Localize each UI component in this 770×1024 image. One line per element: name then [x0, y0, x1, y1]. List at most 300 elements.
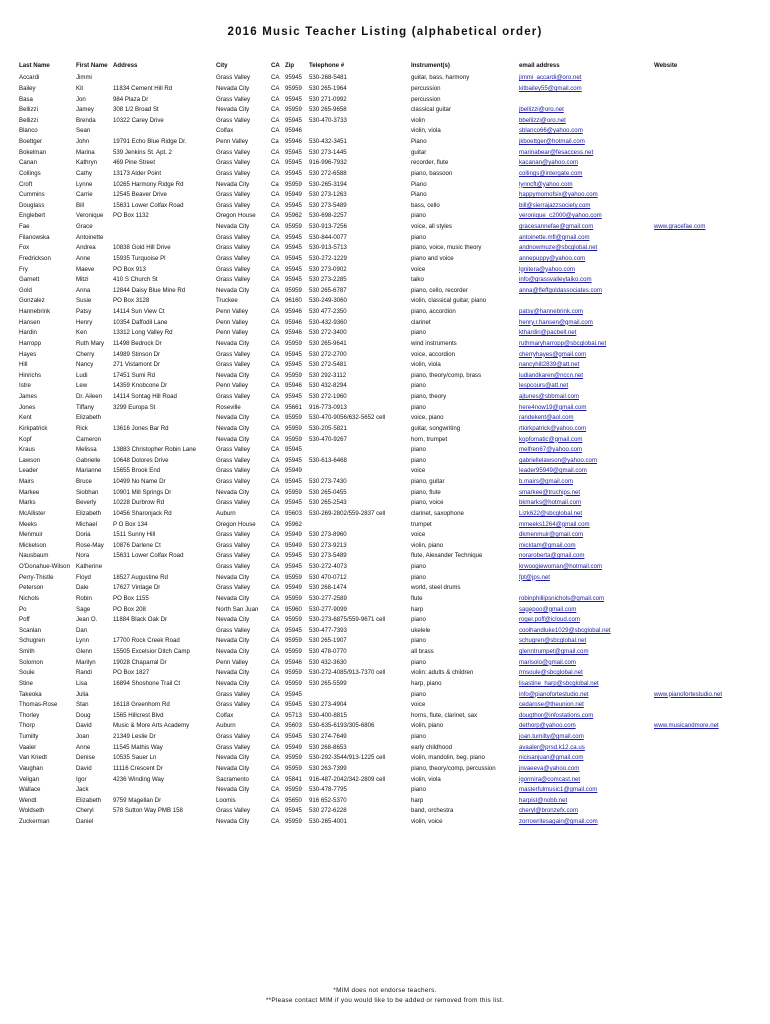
cell-instruments: piano, accordion	[411, 308, 456, 316]
cell-email[interactable]: gracesannefae@gmail.com	[519, 223, 594, 231]
cell-address: 15631 Lower Colfax Road	[113, 201, 184, 209]
cell-email[interactable]: here4now19@gmail.com	[519, 403, 587, 411]
cell-last-name: Hayes	[19, 350, 37, 358]
cell-zip: 95959	[285, 679, 302, 687]
cell-email[interactable]: joan.tumilty@gmail.com	[519, 733, 584, 741]
cell-email[interactable]: krwoogiewoman@hotmail.com	[519, 563, 603, 571]
cell-email[interactable]: dethorp@yahoo.com	[519, 722, 576, 730]
cell-instruments: voice	[411, 701, 426, 709]
cell-zip: 95945	[285, 361, 302, 369]
cell-state: CA	[271, 563, 280, 571]
table-row	[18, 530, 733, 541]
cell-instruments: horns, flute, clarinet, sax	[411, 711, 478, 719]
cell-email[interactable]: rmsoule@sbcglobal.net	[519, 669, 583, 677]
cell-email[interactable]: sagepoo@gmail.com	[519, 605, 577, 613]
cell-email[interactable]: patsy@hannebrink.com	[519, 308, 584, 316]
table-row	[18, 328, 733, 339]
cell-state: CA	[271, 106, 280, 114]
cell-state: CA	[271, 414, 280, 422]
cell-city: Grass Valley	[216, 456, 251, 464]
cell-zip: 95949	[285, 531, 302, 539]
cell-email[interactable]: lynncft@yahoo.com	[519, 180, 573, 188]
cell-zip: 95945	[285, 563, 302, 571]
cell-instruments: clarinet, saxophone	[411, 509, 464, 517]
cell-city: Auburn	[216, 722, 236, 730]
cell-website	[653, 424, 733, 435]
cell-email[interactable]: glenntrumpet@gmail.com	[519, 648, 589, 656]
cell-telephone	[308, 466, 410, 477]
cell-state: CA	[271, 690, 280, 698]
cell-email[interactable]: jbellizzi@oro.net	[519, 106, 564, 114]
cell-state: CA	[271, 169, 280, 177]
cell-email[interactable]: zorrowritesagain@gmail.com	[519, 818, 598, 826]
cell-email[interactable]: jnvaeeva@yahoo.com	[519, 764, 580, 772]
cell-telephone: 530-477-7393	[309, 626, 347, 634]
cell-email[interactable]: kitbailey55@gmail.com	[519, 84, 582, 92]
cell-zip: 95713	[285, 711, 302, 719]
cell-telephone	[308, 689, 410, 700]
cell-zip: 95945	[285, 478, 302, 486]
cell-zip: 95945	[285, 276, 302, 284]
cell-email[interactable]: randekent@aol.com	[519, 414, 574, 422]
cell-last-name: Kraus	[19, 446, 35, 454]
cell-website	[653, 147, 733, 158]
cell-website[interactable]: www.musicandmore.net	[654, 722, 719, 730]
col-state: CA	[271, 62, 280, 69]
cell-first-name: Kathryn	[76, 159, 98, 167]
cell-city: Grass Valley	[216, 552, 251, 560]
cell-email[interactable]: Lizk622@sbcglobal.net	[519, 509, 583, 517]
cell-email[interactable]: melfren67@yahoo.com	[519, 446, 583, 454]
cell-last-name: Zuckerman	[19, 818, 50, 826]
cell-website	[653, 371, 733, 382]
cell-email[interactable]: masterfulmusic1@gmail.com	[519, 786, 598, 794]
cell-address: 10876 Darlene Ct	[113, 541, 161, 549]
cell-last-name: Vaaler	[19, 743, 37, 751]
cell-email[interactable]: henry.r.hansen@gmail.com	[519, 318, 593, 326]
cell-email[interactable]: kopfomatic@gmail.com	[519, 435, 583, 443]
cell-first-name: Marina	[76, 148, 95, 156]
cell-website	[653, 764, 733, 775]
cell-last-name: Boettger	[19, 138, 43, 146]
cell-last-name: Wendt	[19, 796, 37, 804]
cell-email[interactable]: andnowmuze@sbcglobal.net	[519, 244, 598, 252]
cell-email[interactable]: harpist@nobb.net	[519, 796, 568, 804]
cell-website	[653, 73, 733, 84]
cell-instruments: piano, voice, music theory	[411, 244, 482, 252]
cell-email[interactable]: rtkirkpatrick@yahoo.com	[519, 424, 587, 432]
cell-email[interactable]: bkmarks@hotmail.com	[519, 499, 582, 507]
cell-first-name: Beverly	[76, 499, 97, 507]
cell-city: Grass Valley	[216, 499, 251, 507]
cell-first-name: Rick	[76, 424, 88, 432]
cell-telephone: 530-265-3194	[309, 180, 347, 188]
cell-telephone: 530-272-4085/913-7370 cell	[309, 669, 386, 677]
cell-telephone: 530 274-7649	[309, 733, 347, 741]
cell-address: 13883 Christopher Robin Lane	[113, 446, 197, 454]
cell-first-name: Andrea	[76, 244, 96, 252]
cell-address: 10648 Dolores Drive	[113, 456, 169, 464]
cell-state: Ca	[271, 180, 279, 188]
cell-first-name: Floyd	[76, 573, 91, 581]
cell-website	[653, 445, 733, 456]
cell-state: CA	[271, 573, 280, 581]
cell-telephone: 916-773-0913	[309, 403, 347, 411]
cell-email[interactable]: leader95949@gmail.com	[519, 467, 587, 475]
cell-website[interactable]: www.gracefae.com	[654, 223, 706, 231]
cell-telephone: 530 272-6228	[309, 807, 347, 815]
table-row	[18, 806, 733, 817]
cell-email[interactable]: robinphillipsnichols@gmail.com	[519, 594, 605, 602]
cell-website	[653, 392, 733, 403]
cell-telephone: 530-268-5481	[309, 74, 347, 82]
cell-city: Nevada City	[216, 637, 250, 645]
cell-email[interactable]: cheryl@bronzefx.com	[519, 807, 579, 815]
cell-email[interactable]: antoinette.mfl@gmail.com	[519, 233, 590, 241]
cell-first-name: Cheryl	[76, 807, 94, 815]
cell-email[interactable]: noraroberta@gmail.com	[519, 552, 585, 560]
table-row	[18, 296, 733, 307]
table-row	[18, 519, 733, 530]
cell-first-name: David	[76, 722, 92, 730]
cell-telephone	[308, 445, 410, 456]
cell-telephone: 530 432-8294	[309, 382, 347, 390]
cell-city: Nevada City	[216, 616, 250, 624]
cell-state: CA	[271, 594, 280, 602]
cell-email[interactable]: smarkee@truchips.net	[519, 488, 581, 496]
cell-first-name: Kit	[76, 84, 84, 92]
table-row	[18, 339, 733, 350]
cell-last-name: Gold	[19, 286, 32, 294]
cell-email	[518, 296, 653, 307]
cell-telephone: 530 273-8960	[309, 531, 347, 539]
cell-city: Nevada City	[216, 669, 250, 677]
cell-last-name: Woldseth	[19, 807, 45, 815]
cell-instruments: taiko	[411, 276, 424, 284]
cell-first-name: Melissa	[76, 446, 97, 454]
cell-email[interactable]: cedarose@theunion.net	[519, 701, 584, 709]
cell-telephone: 530-913-5713	[309, 244, 347, 252]
cell-email[interactable]: marinabear@fesaccess.net	[519, 148, 594, 156]
cell-telephone: 916-487-2042/342-2809 cell	[309, 775, 386, 783]
cell-zip: 96160	[285, 297, 302, 305]
table-row	[18, 509, 733, 520]
cell-email[interactable]: lgnitera@yahoo.com	[519, 265, 575, 273]
cell-email[interactable]: nicisanjuan@gmail.com	[519, 754, 584, 762]
table-row	[18, 477, 733, 488]
cell-email[interactable]: info@pianofortestudio.net	[519, 690, 589, 698]
cell-state: CA	[271, 552, 280, 560]
table-row	[18, 711, 733, 722]
cell-zip: 95945	[285, 169, 302, 177]
table-row	[18, 232, 733, 243]
cell-last-name: Canan	[19, 159, 37, 167]
cell-first-name: Jon	[76, 95, 86, 103]
cell-address: PO Box 913	[113, 265, 146, 273]
cell-last-name: Bokelman	[19, 148, 47, 156]
cell-zip: 95959	[285, 669, 302, 677]
cell-email[interactable]: roger.poff@icloud.com	[519, 616, 580, 624]
cell-instruments: piano	[411, 329, 426, 337]
cell-telephone: 530 265-0455	[309, 488, 347, 496]
cell-email[interactable]: happymomofsix@yahoo.com	[519, 191, 598, 199]
cell-website	[653, 137, 733, 148]
cell-state: CA	[271, 212, 280, 220]
cell-last-name: Thorp	[19, 722, 35, 730]
cell-state: CA	[271, 478, 280, 486]
cell-email[interactable]: lespcours@att.net	[519, 382, 569, 390]
cell-last-name: Vaughan	[19, 764, 43, 772]
cell-telephone: 530-698-2257	[309, 212, 347, 220]
cell-email[interactable]: kthardin@pacbell.net	[519, 329, 577, 337]
cell-email[interactable]: cherryhayes@gmail.com	[519, 350, 587, 358]
cell-city: Nevada City	[216, 818, 250, 826]
cell-instruments: voice	[411, 265, 426, 273]
cell-instruments: piano	[411, 637, 426, 645]
cell-state: CA	[271, 807, 280, 815]
cell-email[interactable]: gabriellelawson@yahoo.com	[519, 456, 597, 464]
cell-city: Nevada City	[216, 573, 250, 581]
table-row	[18, 668, 733, 679]
cell-instruments: piano	[411, 733, 426, 741]
cell-email[interactable]: sblanco66@yahoo.com	[519, 127, 583, 135]
cell-email[interactable]: jimmi_accardi@oro.net	[519, 74, 582, 82]
cell-email[interactable]: ludiandkaren@nccn.net	[519, 371, 584, 379]
cell-first-name: Siobhan	[76, 488, 99, 496]
cell-website	[653, 711, 733, 722]
cell-zip: 95945	[285, 265, 302, 273]
table-row	[18, 371, 733, 382]
cell-instruments: early childhood	[411, 743, 452, 751]
cell-first-name: Dan	[76, 626, 88, 634]
cell-first-name: John	[76, 138, 90, 146]
cell-telephone: 530-844-0077	[309, 233, 347, 241]
cell-state: CA	[271, 499, 280, 507]
cell-email[interactable]: mmeeks1264@gmail.com	[519, 520, 590, 528]
cell-last-name: Englebert	[19, 212, 46, 220]
cell-city: Penn Valley	[216, 138, 249, 146]
table-row	[18, 615, 733, 626]
cell-address: 410 S Church St	[113, 276, 158, 284]
cell-instruments: world, steel drums	[411, 584, 461, 592]
cell-zip: 95959	[285, 339, 302, 347]
cell-telephone: 530 268-1474	[309, 584, 347, 592]
table-row	[18, 604, 733, 615]
cell-zip: 95959	[285, 180, 302, 188]
cell-city: Grass Valley	[216, 74, 251, 82]
cell-zip: 95959	[285, 414, 302, 422]
cell-first-name: Denise	[76, 754, 95, 762]
cell-instruments: voice	[411, 467, 426, 475]
cell-website	[653, 626, 733, 637]
cell-telephone: 530-249-3060	[309, 297, 347, 305]
cell-email[interactable]: schugren@sbcglobal.net	[519, 637, 587, 645]
cell-website	[653, 116, 733, 127]
cell-last-name: Garnett	[19, 276, 40, 284]
cell-website	[653, 381, 733, 392]
cell-instruments: guitar, songwriting	[411, 424, 461, 432]
cell-last-name: Lawson	[19, 456, 41, 464]
cell-first-name: Elizabeth	[76, 509, 102, 517]
cell-address: 11834 Cement Hill Rd	[113, 84, 173, 92]
cell-zip: 95945	[285, 807, 302, 815]
cell-telephone: 530-613-6468	[309, 456, 347, 464]
cell-last-name: Markee	[19, 488, 40, 496]
cell-last-name: Wallace	[19, 786, 41, 794]
cell-email[interactable]: igormira@comcast.net	[519, 775, 581, 783]
cell-zip: 95959	[285, 573, 302, 581]
cell-email[interactable]: fpt@jps.net	[519, 573, 550, 581]
cell-telephone: 530-913-7256	[309, 223, 347, 231]
cell-email[interactable]: veronique_c2000@yahoo.com	[519, 212, 602, 220]
cell-city: Grass Valley	[216, 254, 251, 262]
cell-first-name: Katherine	[76, 563, 103, 571]
cell-address	[112, 413, 215, 424]
cell-state: CA	[271, 318, 280, 326]
cell-email[interactable]: nancyhill2839@att.net	[519, 361, 580, 369]
cell-telephone: 530 272-1960	[309, 393, 347, 401]
cell-email[interactable]: jkboettger@hotmail.com	[519, 138, 585, 146]
cell-telephone: 530-432-9360	[309, 318, 347, 326]
cell-address: 11884 Black Oak Dr	[113, 616, 168, 624]
cell-first-name: Henry	[76, 318, 93, 326]
cell-address: PO Box 3128	[113, 297, 150, 305]
table-row	[18, 753, 733, 764]
cell-last-name: Fry	[19, 265, 28, 273]
cell-instruments: harp, piano	[411, 679, 442, 687]
cell-first-name: Doria	[76, 531, 91, 539]
cell-first-name: Patsy	[76, 308, 92, 316]
cell-last-name: Soule	[19, 669, 35, 677]
cell-email[interactable]: kacanan@yahoo.com	[519, 159, 579, 167]
cell-email[interactable]: ajtunes@sbbmail.com	[519, 393, 580, 401]
cell-address	[112, 126, 215, 137]
cell-first-name: Lisa	[76, 679, 88, 687]
cell-email[interactable]: bill@sierrajazzsociety.com	[519, 201, 591, 209]
cell-address: 14989 Stinson Dr	[113, 350, 161, 358]
table-row	[18, 126, 733, 137]
cell-telephone: 530-269-2802/559-2837 cell	[309, 509, 386, 517]
table-row	[18, 137, 733, 148]
cell-city: Grass Valley	[216, 169, 251, 177]
cell-address	[112, 222, 215, 233]
cell-instruments: piano	[411, 690, 426, 698]
cell-first-name: Jimmi	[76, 74, 92, 82]
cell-website	[653, 264, 733, 275]
cell-city: Nevada City	[216, 339, 250, 347]
cell-email[interactable]: ruthmaryharropp@sbcglobal.net	[519, 339, 607, 347]
cell-zip: 95959	[285, 616, 302, 624]
cell-website	[653, 402, 733, 413]
cell-instruments: piano	[411, 573, 426, 581]
cell-telephone: 530 263-7399	[309, 764, 347, 772]
cell-instruments: voice, all styles	[411, 223, 452, 231]
cell-email[interactable]: bbellizzi@oro.net	[519, 116, 566, 124]
cell-first-name: Mitzi	[76, 276, 89, 284]
cell-state: CA	[271, 775, 280, 783]
cell-address: 9759 Magellan Dr	[113, 796, 162, 804]
cell-email[interactable]: annepuppy@yahoo.com	[519, 254, 586, 262]
cell-address: 10535 Sauer Ln	[113, 754, 157, 762]
cell-email[interactable]: dougthor@infostations.com	[519, 711, 594, 719]
cell-zip: 95945	[285, 244, 302, 252]
cell-address: 11498 Bedrock Dr	[113, 339, 162, 347]
cell-telephone: 530 272-2700	[309, 350, 347, 358]
cell-telephone	[308, 126, 410, 137]
cell-address: 10499 No Name Dr	[113, 478, 166, 486]
table-row	[18, 169, 733, 180]
cell-first-name: Anna	[76, 286, 91, 294]
cell-email[interactable]: avaaler@prsd.k12.ca.us	[519, 743, 585, 751]
table-row	[18, 286, 733, 297]
cell-email[interactable]: lisastine_harp@sbcglobal.net	[519, 679, 599, 687]
cell-website[interactable]: www.pianofortestudio.net	[654, 690, 723, 698]
cell-state: CA	[271, 467, 280, 475]
cell-website	[653, 753, 733, 764]
cell-address: 1511 Sunny Hill	[113, 531, 156, 539]
cell-email[interactable]: collings@intergate.com	[519, 169, 583, 177]
cell-instruments: guitar, bass, harmony	[411, 74, 470, 82]
cell-state: CA	[271, 743, 280, 751]
cell-telephone: 530 273-5489	[309, 201, 347, 209]
cell-state: CA	[271, 84, 280, 92]
cell-website	[653, 562, 733, 573]
table-row	[18, 594, 733, 605]
cell-address: 578 Sutton Way PMB 158	[113, 807, 183, 815]
cell-address: 16118 Greenhorn Rd	[113, 701, 170, 709]
cell-instruments: piano and voice	[411, 254, 454, 262]
cell-city: Grass Valley	[216, 563, 251, 571]
cell-website	[653, 700, 733, 711]
cell-address	[112, 626, 215, 637]
cell-last-name: Hansen	[19, 318, 41, 326]
cell-last-name: Mairs	[19, 478, 34, 486]
cell-email[interactable]: dkmenmuir@gmail.com	[519, 531, 584, 539]
table-row	[18, 254, 733, 265]
cell-last-name: O'Donahue-Wilson	[19, 563, 70, 571]
cell-state: CA	[271, 626, 280, 634]
cell-email[interactable]: micktam@gmail.com	[519, 541, 576, 549]
cell-email[interactable]: b.mairs@gmail.com	[519, 478, 573, 486]
table-row	[18, 105, 733, 116]
table-row	[18, 222, 733, 233]
table-row	[18, 657, 733, 668]
cell-first-name: Stan	[76, 701, 89, 709]
cell-address: 10456 Sharonjack Rd	[113, 509, 172, 517]
cell-address: 11116 Crescent Dr	[113, 764, 163, 772]
cell-website	[653, 583, 733, 594]
cell-first-name: Anne	[76, 743, 91, 751]
cell-zip: 95603	[285, 509, 302, 517]
cell-email[interactable]: coolhandluke1029@sbcglobal.net	[519, 626, 611, 634]
cell-city: Penn Valley	[216, 658, 249, 666]
cell-zip: 95946	[285, 127, 302, 135]
cell-address: 12844 Daisy Blue Mine Rd	[113, 286, 186, 294]
cell-state: CA	[271, 74, 280, 82]
cell-telephone: 530 272-6588	[309, 169, 347, 177]
cell-website	[653, 498, 733, 509]
cell-website	[653, 487, 733, 498]
cell-state: CA	[271, 711, 280, 719]
cell-city: Sacramento	[216, 775, 249, 783]
cell-email[interactable]: info@grassvalleytaiko.com	[519, 276, 592, 284]
table-row	[18, 381, 733, 392]
cell-telephone: 530 478-0770	[309, 648, 347, 656]
cell-address: 539 Jenkins St. Apt. 2	[113, 148, 172, 156]
cell-email[interactable]: anna@fleffgoldassociates.com	[519, 286, 602, 294]
cell-email[interactable]: marisolo@gmail.com	[519, 658, 576, 666]
cell-first-name: Brenda	[76, 116, 96, 124]
